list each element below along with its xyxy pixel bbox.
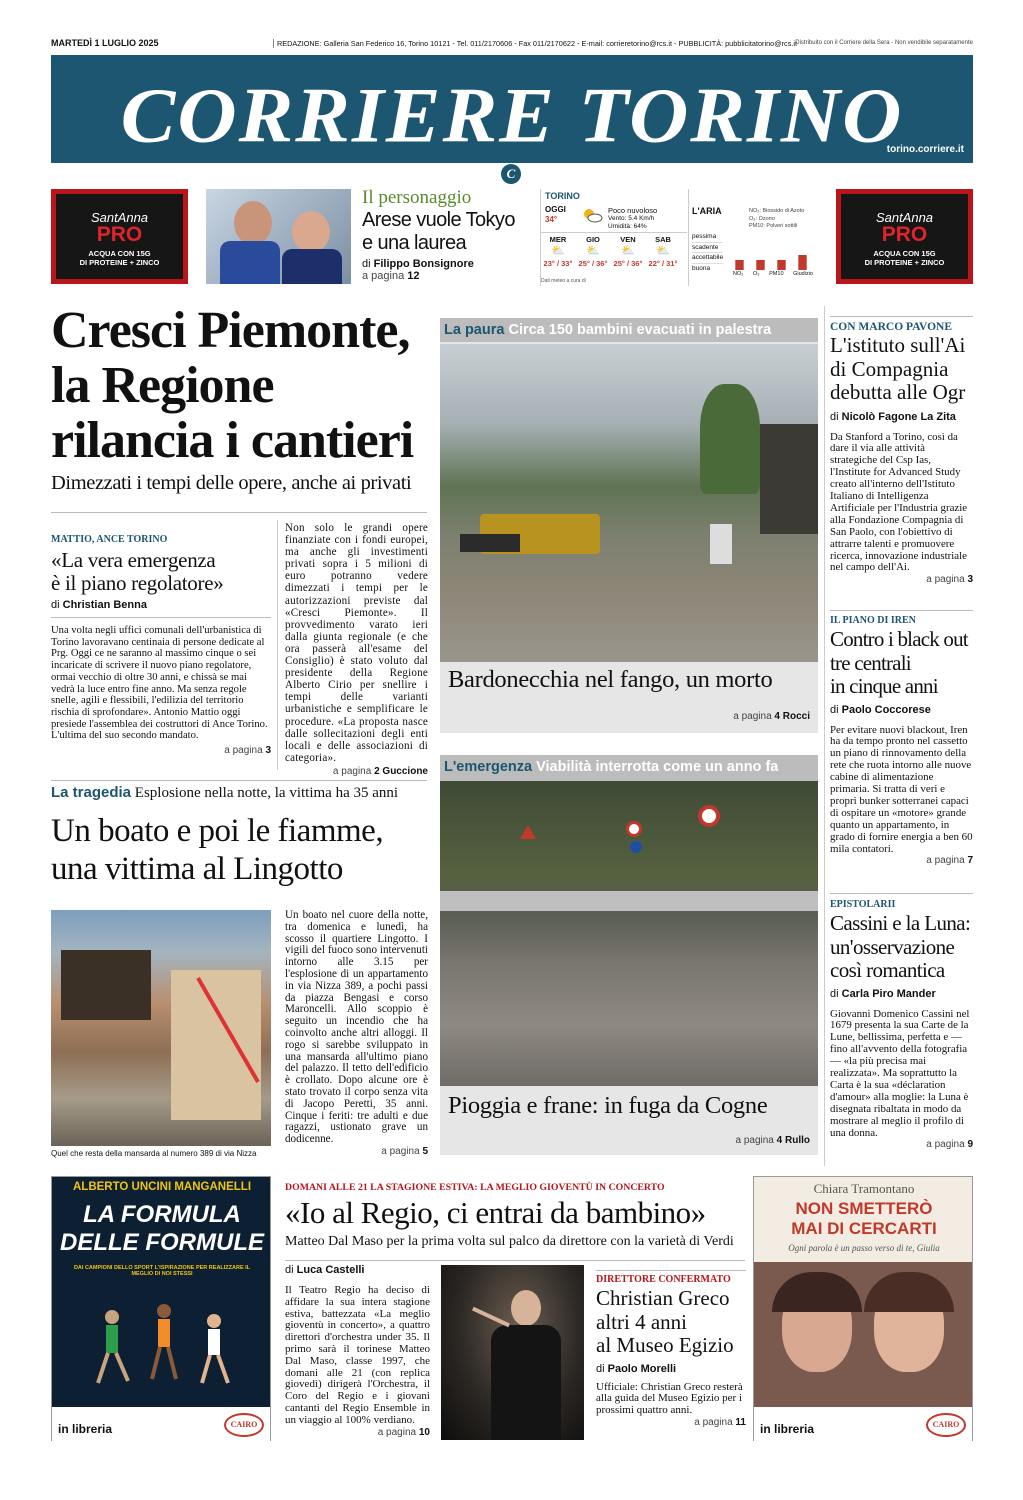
air-quality-box — [688, 189, 812, 286]
lead-headline[interactable] — [51, 303, 431, 468]
air-axis: NO₂ O₃ PM10 Giudizio — [733, 271, 813, 277]
greco-headline: Christian Greco altri 4 anni al Museo Egizio — [596, 1286, 734, 1357]
air-label: L'ARIA — [692, 206, 722, 216]
issue-date: MARTEDÌ 1 LUGLIO 2025 — [51, 38, 159, 48]
tragedy-body: Un boato nel cuore della notte, tra domenica e lunedì, ha scosso il quartiere Lingotto. I vigili del fuoco sono intervenuti intorno alle 3.15 per l'esplosione di un appartamento in via Nizza 389, a pochi passi da piazza Bengasi e corso Maroncelli. Allo scoppio è seguito un incendio che ha coinvolto anche altri alloggi. Il rogo si sarebbe sviluppato in una mansarda all'ultimo piano del palazzo. Il tetto dell'edificio è crollato. Dopo alcune ore è stato trovato il corpo senza vita di Jacopo Peretti, 35 anni. Cinque i feriti: tre adulti e due ragazzi, ustionato grave un dodicenne. — [285, 909, 428, 1146]
ad-tag-1: ACQUA CON 15G — [88, 249, 151, 258]
right2-kicker: IL PIANO DI IREN — [830, 615, 916, 626]
right3-pageref[interactable]: a pagina 9 — [926, 1139, 973, 1151]
regio-kicker: DOMANI ALLE 21 LA STAGIONE ESTIVA: LA MEGLIO GIOVENTÙ IN CONCERTO — [285, 1182, 665, 1193]
cairo-logo: CAIRO — [224, 1413, 264, 1437]
regio-byline: di Luca Castelli — [285, 1264, 365, 1276]
book1-author: ALBERTO UNCINI MANGANELLI — [72, 1181, 252, 1193]
cloud-sun-icon: ⛅ — [656, 245, 670, 257]
right2-headline: Contro i black out tre centrali in cinque anni — [830, 627, 968, 698]
photo2-image — [440, 781, 818, 1086]
weather-day: VEN ⛅ 25° / 36° — [613, 235, 643, 268]
ad-brand: SantAnna — [90, 210, 149, 225]
right1-byline: di Nicolò Fagone La Zita — [830, 410, 956, 423]
personaggio-title-line: e una laurea — [362, 232, 467, 254]
ad-santanna-pro-left[interactable] — [51, 189, 188, 284]
right3-kicker: EPISTOLARII — [830, 899, 896, 910]
right-story-cassini[interactable] — [830, 893, 973, 1150]
weather-day: GIO ⛅ 25° / 36° — [578, 235, 608, 268]
lead-headline-line: la Regione — [51, 357, 274, 414]
portrait-illustration — [754, 1262, 972, 1407]
corriere-logo-icon: C — [501, 164, 521, 184]
weather-city: TORINO — [545, 191, 580, 201]
redazione-info: REDAZIONE: Galleria San Federico 16, Torino 10121 - Tel. 011/2170606 - Fax 011/2170622 - E-mail: corrieretorino@rcs.it - PUBBLICITÀ: pubblicitatorino@rcs.it — [273, 39, 797, 48]
tragedy-photo-caption: Quel che resta della mansarda al numero 389 di via Nizza — [51, 1149, 257, 1158]
ad-pro-word: PRO — [881, 223, 928, 246]
photo-story-bardonecchia[interactable] — [440, 318, 818, 733]
weather-humidity: Umidità: 64% — [608, 223, 647, 230]
right3-headline: Cassini e la Luna: un'osservazione così romantica — [830, 911, 971, 982]
air-quality-bar — [756, 260, 764, 270]
weather-credit: Dati meteo a cura di — [541, 278, 586, 284]
right1-headline: L'istituto sull'Ai di Compagnia debutta alle Ogr — [830, 333, 966, 404]
regio-headline: «Io al Regio, ci entrai da bambino» — [285, 1195, 706, 1230]
lead-side-pageref[interactable]: a pagina 3 — [224, 745, 271, 757]
athletes-illustration — [72, 1287, 252, 1397]
greco-byline: di Paolo Morelli — [596, 1362, 677, 1375]
right3-byline: di Carla Piro Mander — [830, 987, 936, 1000]
masthead-url[interactable]: torino.corriere.it — [886, 144, 964, 155]
greco-body: Ufficiale: Christian Greco resterà alla guida del Museo Egizio per i prossimi quattro anni. — [596, 1380, 743, 1417]
weather-today-label: OGGI — [545, 205, 566, 214]
photo1-caption: Bardonecchia nel fango, un morto — [448, 666, 773, 693]
cairo-logo: CAIRO — [926, 1413, 966, 1437]
personaggio-title[interactable] — [362, 209, 532, 255]
regio-body-col — [285, 1264, 430, 1438]
greco-kicker: DIRETTORE CONFERMATO — [596, 1274, 731, 1285]
lead-headline-line: Cresci Piemonte, — [51, 302, 410, 359]
right2-body: Per evitare nuovi blackout, Iren ha da tempo pronto nel cassetto un piano di rinnovamento della rete che ruota intorno alle nuove cabine di alimentazione primaria. Si tratta di veri e propri bunker sotterranei capaci di ospitare un «motore» grande quanto un appartamento, in grado di fornire energia a ben 60 mila contatori. — [830, 723, 973, 855]
ad-tag-2: DI PROTEINE + ZINCO — [864, 258, 945, 267]
book1-title: LA FORMULA DELLE FORMULE — [60, 1201, 264, 1256]
tragedy-headline[interactable]: Un boato e poi le fiamme, una vittima al Lingotto — [51, 813, 384, 887]
personaggio-byline: di Filippo Bonsignore — [362, 258, 474, 270]
tragedy-kicker: La tragedia Esplosione nella notte, la vittima ha 35 anni — [51, 784, 399, 801]
weather-wind: Vento: 5.4 Km/h — [608, 215, 655, 222]
personaggio-box — [362, 188, 532, 282]
lead-subhead: Dimezzati i tempi delle opere, anche ai privati — [51, 472, 412, 494]
photo2-caption: Pioggia e frane: in fuga da Cogne — [448, 1092, 768, 1119]
masthead-title: CORRIERE TORINO — [120, 72, 904, 159]
partly-cloudy-icon — [581, 207, 603, 223]
lead-side-kicker: MATTIO, ANCE TORINO — [51, 534, 168, 545]
regio-body: Il Teatro Regio ha deciso di affidare la sua intera stagione estiva, battezzata «La meglio gioventù in concerto», a quattro direttori d'orchestra under 35. Il primo sarà il torinese Matteo Dal Maso, classe 1997, che domani alle 21 (con replica giovedì) dirigerà l'Orchestra, il Coro del Regio e i giovani cantanti del Regio Ensemble in un viaggio al 100% verdiano. — [285, 1284, 430, 1426]
air-legend: NO₂: Biossido di Azoto O₃: Ozono PM10: Polveri sottili — [749, 208, 805, 229]
book1-subtitle: DAI CAMPIONI DELLO SPORT L'ISPIRAZIONE PER REALIZZARE IL MEGLIO DI NOI STESSI — [73, 1265, 251, 1277]
weather-today-temp: 34° — [545, 215, 558, 224]
photo1-kicker: La paura Circa 150 bambini evacuati in palestra — [440, 318, 818, 342]
cloud-sun-icon: ⛅ — [551, 245, 565, 257]
right-story-ai[interactable] — [830, 316, 973, 585]
top-bar — [51, 38, 973, 50]
right1-kicker: CON MARCO PAVONE — [830, 321, 953, 333]
lead-sidebar — [51, 534, 271, 756]
ad-brand: SantAnna — [875, 210, 934, 225]
personaggio-photo — [206, 189, 351, 284]
lead-main-pageref[interactable]: a pagina 2 Guccione — [332, 765, 428, 777]
lead-main-body: Non solo le grandi opere finanziate con i fondi europei, ma anche gli investimenti privati sopra i 5 milioni di euro potranno vedere dimezzati i tempi per le autorizzazioni previste dal «Cresci Piemonte». Il provvedimento varato ieri dalla giunta regionale (e che ora passerà all'esame del Consiglio) è stato voluto dal presidente della Regione Alberto Cirio per snellire i tempi delle varianti urbanistiche e semplificare le procedure. «La proposta nasce dalle sollecitazioni degli enti locali e delle associazioni di categoria». — [285, 522, 428, 764]
lead-side-byline: di Christian Benna — [51, 599, 147, 611]
book2-title: NON SMETTERÒ MAI DI CERCARTI — [791, 1199, 937, 1238]
ad-tag-2: DI PROTEINE + ZINCO — [79, 258, 160, 267]
regio-subhead: Matteo Dal Maso per la prima volta sul palco da direttore con la varietà di Verdi — [285, 1234, 734, 1249]
personaggio-pageref[interactable]: a pagina 12 — [362, 270, 420, 282]
weather-condition: Poco nuvoloso — [608, 206, 658, 215]
weather-day: SAB ⛅ 22° / 31° — [648, 235, 678, 268]
personaggio-title-line: Arese vuole Tokyo — [362, 209, 515, 231]
lead-side-quote[interactable]: «La vera emergenza è il piano regolatore» — [51, 548, 224, 595]
conductor-photo — [441, 1265, 584, 1440]
ad-pro-word: PRO — [96, 223, 143, 246]
personaggio-kicker: Il personaggio — [362, 187, 472, 208]
lead-main-body-col — [285, 522, 428, 777]
photo2-pageref[interactable]: a pagina 4 Rullo — [735, 1135, 810, 1146]
ad-tag-1: ACQUA CON 15G — [873, 249, 936, 258]
distribution-note: Distribuito con il Corriere della Sera - Non vendibile separatamente — [795, 40, 973, 46]
tragedy-pageref[interactable]: a pagina 5 — [381, 1145, 428, 1157]
lead-side-body: Una volta negli uffici comunali dell'urbanistica di Torino lavoravano centinaia di persone dedicate al Prg. Oggi ce ne saranno al massimo cinque o sei incaricate di scrivere il nuovo piano regolatore, ormai vecchio di oltre 30 anni, e chissà se mai vedrà la luce entro fine anno. Ma senza regole snelle, agili e flessibili, l'edilizia del territorio rischia di sprofondare». Antonio Mattio oggi presiede l'assemblea dei costruttori di Ance Torino. L'ultima del suo secondo mandato. — [51, 625, 268, 742]
regio-story[interactable] — [285, 1182, 745, 1250]
book2-author: Chiara Tramontano — [813, 1181, 915, 1196]
tragedy-body-col — [285, 910, 428, 1157]
ad-book-tramontano[interactable] — [753, 1176, 973, 1441]
right-story-iren[interactable] — [830, 610, 973, 866]
greco-story[interactable] — [596, 1270, 746, 1428]
greco-pageref[interactable]: a pagina 11 — [694, 1416, 746, 1428]
regio-pageref[interactable]: a pagina 10 — [377, 1426, 430, 1438]
photo1-pageref[interactable]: a pagina 4 Rocci — [733, 711, 810, 722]
right1-pageref[interactable]: a pagina 3 — [926, 574, 973, 586]
cloud-sun-icon: ⛅ — [586, 245, 600, 257]
ad-santanna-pro-right[interactable] — [836, 189, 973, 284]
right2-pageref[interactable]: a pagina 7 — [926, 855, 973, 867]
air-quality-bar — [777, 260, 785, 270]
masthead — [51, 55, 973, 163]
weather-box — [540, 189, 686, 286]
right3-body: Giovanni Domenico Cassini nel 1679 presenta la sua Carte de la Lune, bellissima, perfetta e — fino all'avvento della fotografia — «la più precisa mai realizzata». Ma soprattutto la Carta è la sua «déclaration d'amour» alla moglie: la Luna è disegnata ribaltata in modo da mostrare al meglio il profilo di una donna. — [830, 1007, 970, 1139]
cloud-sun-icon: ⛅ — [621, 245, 635, 257]
photo2-kicker: L'emergenza Viabilità interrotta come un anno fa — [440, 755, 818, 781]
air-quality-chart — [729, 232, 813, 270]
air-quality-bar — [798, 255, 806, 270]
lead-headline-line: rilancia i cantieri — [51, 412, 414, 469]
photo-story-cogne[interactable] — [440, 755, 818, 1155]
photo1-image — [440, 344, 818, 662]
tragedy-photo — [51, 910, 271, 1146]
ad-book-formula[interactable] — [51, 1176, 271, 1441]
book2-cta: in libreria — [760, 1422, 815, 1436]
air-levels: pessima scadente accettabile buona — [692, 233, 724, 272]
right1-body: Da Stanford a Torino, così da dare il via alle attività strategiche del Csp Ias, l'Institute for Advanced Study creato all'interno dell'Istituto Italiano di Intelligenza Artificiale per l'Industria grazie alla Fondazione Compagnia di San Paolo, con l'obiettivo di attrarre talenti e promuovere ricerca, innovazione industriale nel campo dell'Ai. — [830, 430, 968, 574]
book1-cta: in libreria — [58, 1422, 113, 1436]
air-quality-bar — [735, 260, 743, 270]
book2-subtitle: Ogni parola è un passo verso di te, Giulia — [788, 1243, 940, 1253]
weather-day: MER ⛅ 23° / 33° — [543, 235, 573, 268]
right2-byline: di Paolo Coccorese — [830, 703, 931, 716]
